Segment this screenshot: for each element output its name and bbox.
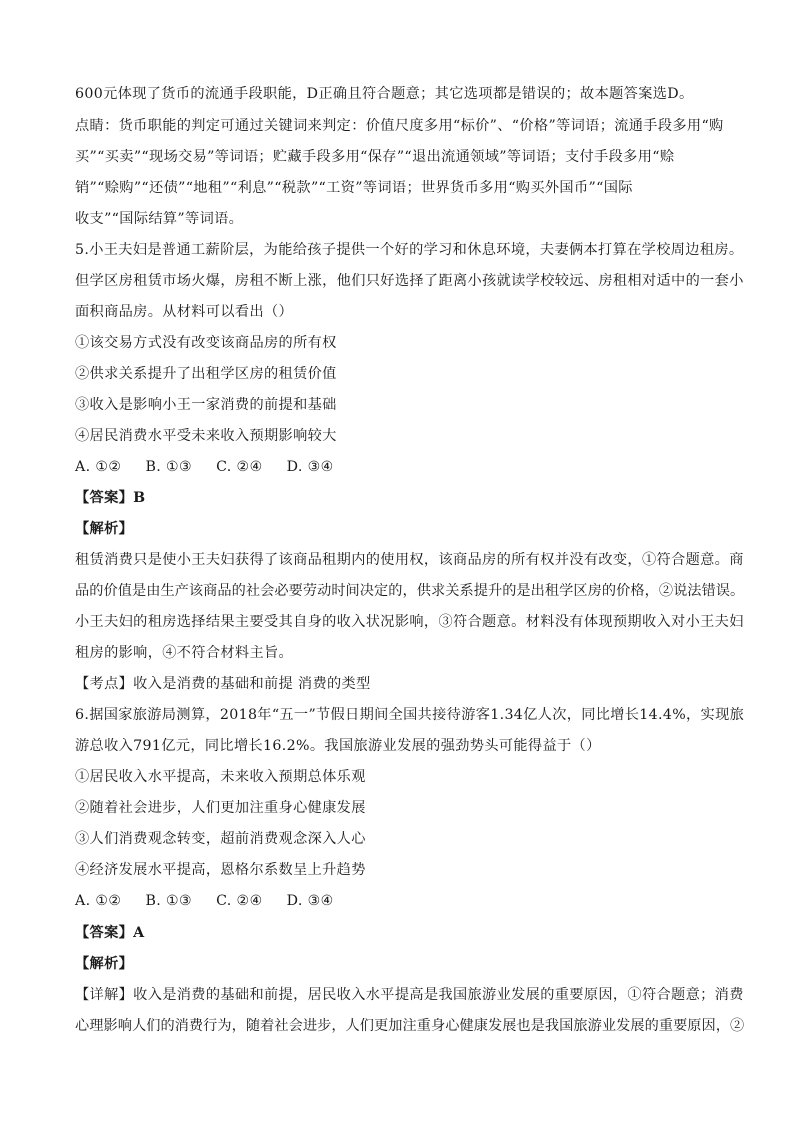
question-6-detail: 【详解】收入是消费的基础和前提，居民收入水平提高是我国旅游业发展的重要原因，①符合题意；消费 [75,987,744,1003]
question-5-analysis: 小王夫妇的租房选择结果主要受其自身的收入状况影响，③符合题意。材料没有体现预期收入对小王夫妇 [75,614,744,630]
option-d: D. ③④ [286,893,334,909]
question-6-item: ②随着社会进步，人们更加注重身心健康发展 [75,800,366,816]
option-b: B. ①③ [145,893,193,909]
option-a: A. ①② [75,893,122,909]
question-6-stem: 6.据国家旅游局测算，2018年“五一”节假日期间全国共接待游客1.34亿人次，同比增长14.4%，实现旅 [75,707,745,723]
paragraph-line: 买”“买卖”“现场交易”等词语；贮藏手段多用“保存”“退出流通领域”等词语；支付手段多用“赊 [75,149,675,165]
question-5-stem: 但学区房租赁市场火爆，房租不断上涨，他们只好选择了距离小孩就读学校较远、房租相对适中的一套小 [75,273,744,289]
question-5-analysis: 租赁消费只是使小王夫妇获得了该商品租期内的使用权，该商品房的所有权并没有改变，①符合题意。商 [75,552,744,568]
question-5-analysis: 租房的影响，④不符合材料主旨。 [75,645,294,661]
question-5-analysis: 品的价值是由生产该商品的社会必要劳动时间决定的，供求关系提升的是出租学区房的价格，②说法错误。 [75,583,745,599]
question-5-stem: 面积商品房。从材料可以看出（） [75,304,294,320]
paragraph-line: 点睛：货币职能的判定可通过关键词来判定：价值尺度多用“标价”、“价格”等词语；流通手段多用“购 [75,118,724,134]
question-5-item: ④居民消费水平受未来收入预期影响较大 [75,428,337,444]
question-5-item: ②供求关系提升了出租学区房的租赁价值 [75,366,337,382]
question-5-item: ①该交易方式没有改变该商品房的所有权 [75,335,337,351]
option-c: C. ②④ [216,893,263,909]
question-5-kaodian: 【考点】收入是消费的基础和前提 消费的类型 [75,676,371,692]
option-d: D. ③④ [286,459,334,475]
question-5-item: ③收入是影响小王一家消费的前提和基础 [75,397,337,413]
option-a: A. ①② [75,459,122,475]
question-5-options [75,457,334,477]
question-6-item: ③人们消费观念转变，超前消费观念深入人心 [75,831,366,847]
question-6-stem: 游总收入791亿元，同比增长16.2%。我国旅游业发展的强劲势头可能得益于（） [75,738,601,754]
option-c: C. ②④ [216,459,263,475]
question-6-options [75,891,334,911]
question-5-stem: 5.小王夫妇是普通工薪阶层，为能给孩子提供一个好的学习和休息环境，夫妻俩本打算在学校周边租房。 [75,242,744,258]
question-6-item: ①居民收入水平提高，未来收入预期总体乐观 [75,769,366,785]
paragraph-line: 销”“赊购”“还债”“地租”“利息”“税款”“工资”等词语；世界货币多用“购买外国币”“国际 [75,180,633,196]
question-6-detail: 心理影响人们的消费行为，随着社会进步，人们更加注重身心健康发展也是我国旅游业发展的重要原因，② [75,1018,745,1034]
question-6-analysis-title: 【解析】 [75,956,134,972]
question-5-analysis-title: 【解析】 [75,521,134,537]
question-6-answer: 【答案】A [75,925,145,941]
paragraph-line: 收支”“国际结算”等词语。 [75,211,244,227]
paragraph-line: 600元体现了货币的流通手段职能，D正确且符合题意；其它选项都是错误的；故本题答案选D。 [75,86,694,102]
question-5-answer: 【答案】B [75,490,146,506]
question-6-item: ④经济发展水平提高，恩格尔系数呈上升趋势 [75,862,366,878]
option-b: B. ①③ [145,459,193,475]
